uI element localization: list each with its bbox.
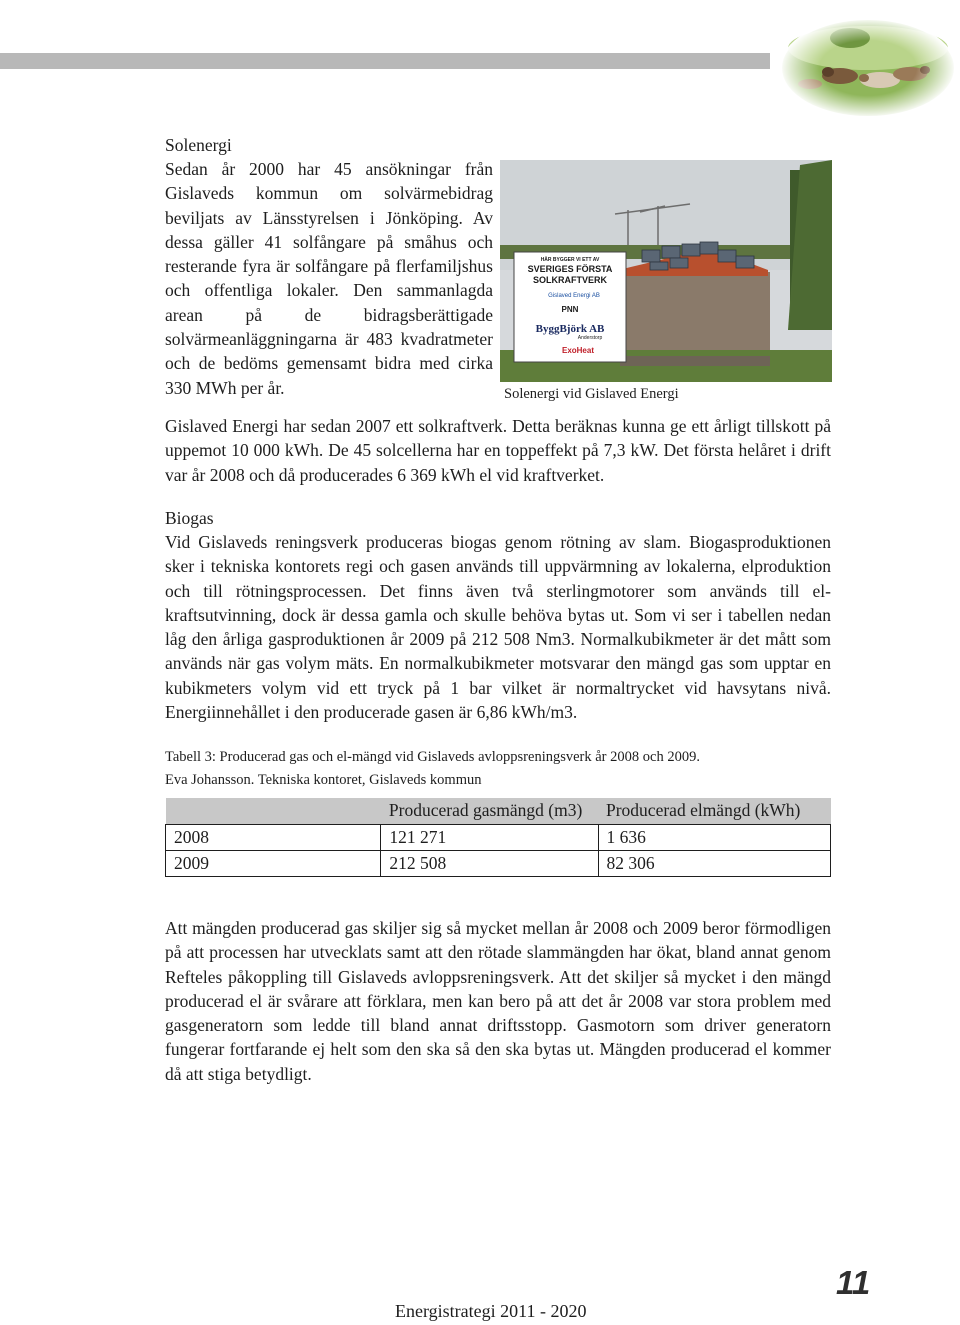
corner-photo-cattle	[780, 18, 955, 118]
photo-caption: Solenergi vid Gislaved Energi	[504, 386, 679, 402]
paragraph-solkraftverk: Gislaved Energi har sedan 2007 ett solkraftverk. Detta beräknas kunna ge ett årligt tillskott på uppemot 10 000 kWh. De 45 solcellerna har en toppeffekt på 7,3 kW. Det första helåret i drift var år 2008 och då producerades 6 369 kWh el vid kraftverket.	[165, 416, 831, 485]
sign-company-byggbjork-sub: Anderstorp	[577, 335, 603, 341]
table-header-cell	[166, 798, 381, 825]
table-cell: 2009	[166, 851, 381, 877]
table-row	[166, 825, 831, 851]
sign-line-1: HÄR BYGGER VI ETT AV	[540, 257, 600, 263]
table-cell: 121 271	[381, 825, 598, 851]
table-header-cell: Producerad gasmängd (m3)	[381, 798, 598, 825]
sign-line-2: SVERIGES FÖRSTA	[527, 264, 613, 274]
table-caption	[165, 746, 831, 792]
header-bar	[0, 53, 770, 69]
table-row	[166, 851, 831, 877]
table-caption-line-2: Eva Johansson. Tekniska kontoret, Gislaveds kommun	[165, 772, 482, 788]
table-cell: 2008	[166, 825, 381, 851]
table-header-cell: Producerad elmängd (kWh)	[598, 798, 831, 825]
table-cell: 212 508	[381, 851, 598, 877]
table-caption-line-1: Tabell 3: Producerad gas och el-mängd vid Gislaveds avloppsreningsverk år 2008 och 2009.	[165, 749, 700, 765]
paragraph-closing: Att mängden producerad gas skiljer sig så mycket mellan år 2008 och 2009 beror förmodligen på att processen har utvecklats samt att den rötade slammängden har ökat, bland annat genom Refteles påkoppling till Gislaveds avloppsreningsverk. Att det skiljer så mycket i den mängd producerad el är svårare att förklara, men kan bero på att det år 2008 var stora problem med gasgeneratorn som ledde till bland annat driftsstopp. Gasmotorn som driver generatorn fungerar fortfarande ej helt som den ska så den ska bytas ut. Mängden producerad el kommer då att stiga betydligt.	[165, 918, 831, 1084]
sign-company-gislaved: Gislaved Energi AB	[548, 293, 600, 299]
section-heading-solenergi: Solenergi	[165, 135, 232, 155]
footer-title: Energistrategi 2011 - 2020	[395, 1301, 587, 1321]
page-number: 11	[836, 1264, 871, 1301]
sign-company-byggbjork: ByggBjörk AB	[535, 323, 605, 335]
table-cell: 1 636	[598, 825, 831, 851]
table-cell: 82 306	[598, 851, 831, 877]
production-table	[165, 798, 831, 877]
sign-company-exoheat: ExoHeat	[561, 346, 595, 355]
section-heading-biogas: Biogas	[165, 508, 214, 528]
paragraph-solenergi-intro: Sedan år 2000 har 45 ansökningar från Gislaveds kommun om solvärmebidrag beviljats av Länsstyrelsen i Jönköping. Av dessa gäller 41 solfångare på småhus och resterande fyra är solfångare på flerfamiljshus och offentliga lokaler. Den sammanlagda arean på de bidragsberättigade solvärmeanläggningarna är 483 kvadratmeter och de bedöms gemensamt bidra med cirka 330 MWh per år.	[165, 159, 493, 398]
table-header-row	[166, 798, 831, 825]
sign-line-3: SOLKRAFTVERK	[533, 275, 607, 285]
paragraph-biogas: Vid Gislaveds reningsverk produceras biogas genom rötning av slam. Biogasproduktionen sker i tekniska kontorets regi och gasen används till uppvärmning av lokalerna, elproduktion och till rötningsprocessen. Det finns även två sterlingmotorer som används till el-kraftsutvinning, dock är dessa gamla och skulle behöva bytas ut. Som vi ser i tabellen nedan låg den årliga gasproduktionen år 2009 på 212 508 Nm3. Normalkubikmeter är det mått som används när gas volym mäts. En normalkubikmeter motsvarar den mängd gas som upptar en kubikmeters volym vid ett tryck på 1 bar vilket är normaltrycket vid havsytans nivå. Energiinnehållet i den producerade gasen är 6,86 kWh/m3.	[165, 532, 831, 723]
solar-plant-photo	[500, 160, 832, 382]
sign-company-pnn: PNN	[561, 305, 579, 314]
